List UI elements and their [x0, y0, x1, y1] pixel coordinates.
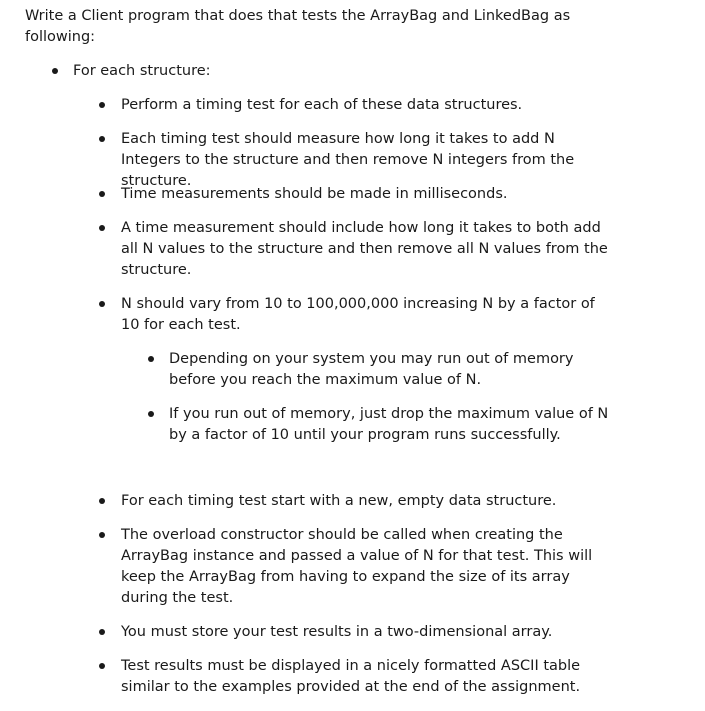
intro-paragraph: Write a Client program that does that tests the ArrayBag and LinkedBag as following: — [25, 8, 571, 45]
list-item-text: A time measurement should include how long it takes to both add all N values to the structure and then remove all N values from the structure. — [121, 220, 608, 278]
bullet-icon — [99, 136, 105, 142]
list-item — [121, 656, 611, 698]
bullet-icon — [148, 356, 154, 362]
list-item — [121, 129, 611, 192]
sub-list-item — [169, 404, 609, 446]
bullet-icon — [99, 629, 105, 635]
bullet-icon — [99, 102, 105, 108]
list-item — [121, 95, 611, 116]
list-item-text: For each timing test start with a new, empty data structure. — [121, 493, 557, 509]
list-item-text: Test results must be displayed in a nicely formatted ASCII table similar to the examples provided at the end of the assignment. — [121, 658, 581, 695]
list-item-text: Time measurements should be made in milliseconds. — [121, 186, 508, 202]
list-item-text: Perform a timing test for each of these data structures. — [121, 97, 523, 113]
list-item-for-each-structure — [73, 61, 633, 82]
bullet-icon — [99, 225, 105, 231]
bullet-icon — [52, 68, 58, 74]
list-item-text: Each timing test should measure how long it takes to add N Integers to the structure and then remove N integers from the structure. — [121, 131, 575, 189]
list-item-text: If you run out of memory, just drop the maximum value of N by a factor of 10 until your program runs successfully. — [169, 406, 609, 443]
list-item-text: The overload constructor should be called when creating the ArrayBag instance and passed a value of N for that test. This will keep the ArrayBag from having to expand the size of its array during the test. — [121, 527, 593, 606]
list-item-text: N should vary from 10 to 100,000,000 increasing N by a factor of 10 for each test. — [121, 296, 595, 333]
list-item-text: Depending on your system you may run out of memory before you reach the maximum value of N. — [169, 351, 574, 388]
list-item — [121, 184, 611, 205]
list-item — [121, 622, 611, 643]
bullet-icon — [99, 191, 105, 197]
list-item — [121, 525, 611, 609]
bullet-icon — [99, 301, 105, 307]
bullet-icon — [148, 411, 154, 417]
list-item — [121, 294, 611, 336]
list-item — [121, 491, 611, 512]
bullet-icon — [99, 532, 105, 538]
bullet-icon — [99, 498, 105, 504]
list-item-text: For each structure: — [73, 63, 211, 79]
list-item-text: You must store your test results in a two-dimensional array. — [121, 624, 553, 640]
sub-list-item — [169, 349, 609, 391]
bullet-icon — [99, 663, 105, 669]
list-item — [121, 218, 611, 281]
